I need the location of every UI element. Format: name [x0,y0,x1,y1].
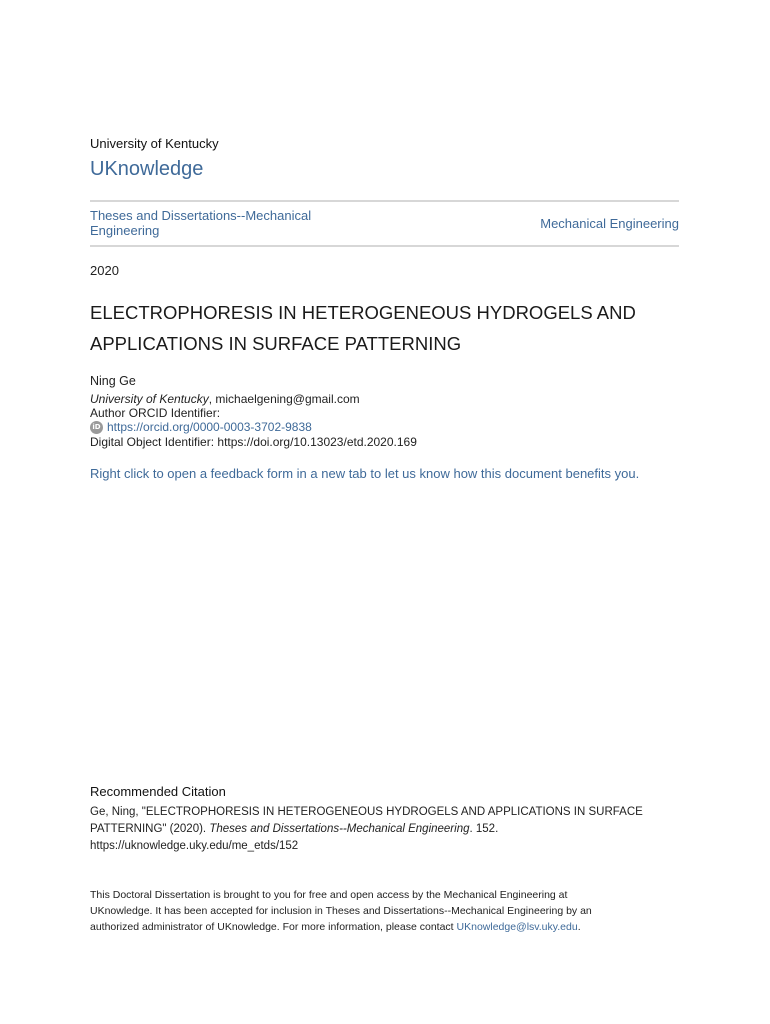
citation-url: https://uknowledge.uky.edu/me_etds/152 [90,840,299,852]
disclaimer-line2: UKnowledge. It has been accepted for inclusion in Theses and Dissertations--Mechanical Engineering by an [90,905,592,917]
repository-link[interactable]: UKnowledge [90,158,204,180]
contact-email-link[interactable]: UKnowledge@lsv.uky.edu [456,921,578,933]
collection-link-line2: Engineering [90,223,160,238]
document-title-line1: ELECTROPHORESIS IN HETEROGENEOUS HYDROGELS AND [90,302,636,323]
document-title-line2: APPLICATIONS IN SURFACE PATTERNING [90,333,462,354]
citation-text [90,804,680,855]
citation-series: Theses and Dissertations--Mechanical Engineering [209,823,470,835]
feedback-link[interactable]: Right click to open a feedback form in a new tab to let us know how this document benefits you. [90,466,640,481]
orcid-row [90,419,312,435]
divider-bottom [90,245,679,247]
citation-line1: Ge, Ning, "ELECTROPHORESIS IN HETEROGENEOUS HYDROGELS AND APPLICATIONS IN SURFACE [90,806,643,818]
orcid-label: Author ORCID Identifier: [90,406,221,420]
divider-top [90,200,679,202]
affiliation-email: , michaelgening@gmail.com [208,392,360,406]
disclaimer-line1: This Doctoral Dissertation is brought to you for free and open access by the Mechanical Engineering at [90,889,568,901]
collection-link-line1: Theses and Dissertations--Mechanical [90,208,312,223]
affiliation-institution: University of Kentucky [90,392,209,406]
disclaimer-line3-prefix: authorized administrator of UKnowledge. For more information, please contact [90,921,457,933]
publication-year: 2020 [90,263,119,278]
orcid-link[interactable]: https://orcid.org/0000-0003-3702-9838 [107,420,312,434]
citation-line2-prefix: PATTERNING" (2020). [90,823,210,835]
document-cover-page [90,0,680,1024]
citation-line2-suffix: . 152. [469,823,499,835]
institution-name: University of Kentucky [90,136,219,151]
access-disclaimer [90,887,680,935]
author-affiliation [90,392,360,406]
collection-link[interactable] [90,208,340,238]
department-link[interactable]: Mechanical Engineering [540,216,679,231]
recommended-citation-heading: Recommended Citation [90,784,226,799]
disclaimer-line3-suffix: . [577,921,581,933]
author-name: Ning Ge [90,374,136,388]
document-title [90,297,680,359]
doi-text: Digital Object Identifier: https://doi.org/10.13023/etd.2020.169 [90,435,417,449]
orcid-icon: iD [90,421,103,434]
